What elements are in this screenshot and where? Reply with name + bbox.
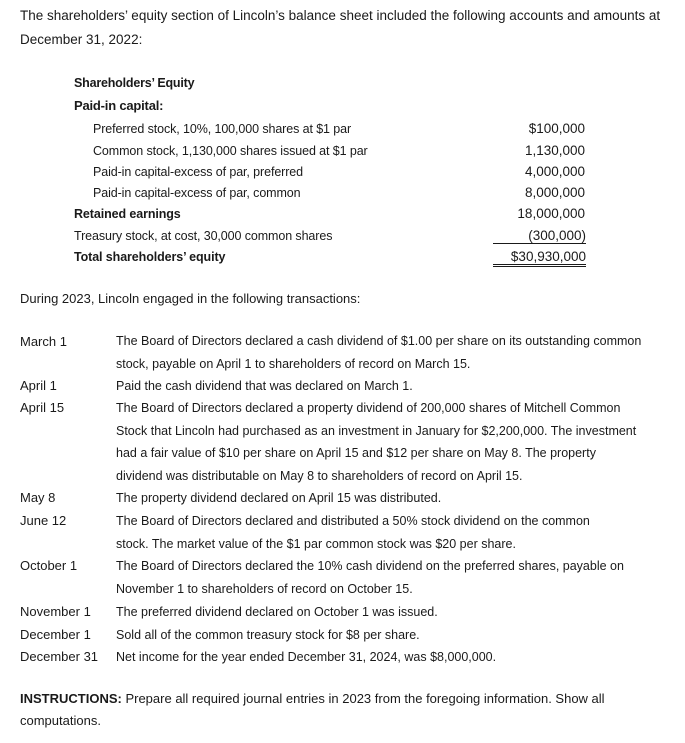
retained-earnings-label: Retained earnings [74,207,181,221]
transaction-description [116,487,646,510]
equity-row-amount: 1,130,000 [524,143,585,158]
transaction-line: stock. The market value of the $1 par common stock was $20 per share. [116,536,516,551]
transaction-line: had a fair value of $10 per share on April 15 and $12 per share on May 8. The property [116,446,596,460]
transactions-intro: During 2023, Lincoln engaged in the following transactions: [20,291,361,306]
transaction-line: November 1 to shareholders of record on October 15. [116,581,413,596]
total-underline [493,249,586,267]
instructions-label: INSTRUCTIONS: [20,691,122,706]
equity-row-label: Common stock, 1,130,000 shares issued at $1 par [93,144,368,158]
transaction-line: The preferred dividend declared on October 1 was issued. [116,605,438,619]
total-equity-amount: $30,930,000 [493,249,586,267]
transaction-date: December 31 [20,649,99,664]
transaction-line: dividend was distributable on May 8 to shareholders of record on April 15. [116,468,523,483]
instructions [20,688,670,732]
transaction-line: Sold all of the common treasury stock for $8 per share. [116,628,420,642]
retained-earnings-amount: 18,000,000 [517,206,585,221]
equity-row-label: Paid-in capital-excess of par, preferred [93,165,303,179]
equity-title: Shareholders’ Equity [74,76,195,90]
treasury-stock-amount: (300,000) [493,228,586,244]
transaction-description [116,646,646,669]
transaction-date: March 1 [20,334,67,349]
transaction-line: The Board of Directors declared and distributed a 50% stock dividend on the common [116,514,590,528]
equity-row-amount: 4,000,000 [524,164,585,179]
intro-line-1: The shareholders’ equity section of Lincoln’s balance sheet included the following accounts and amounts at [20,8,661,23]
transaction-date: December 1 [20,627,91,642]
transaction-description [116,330,646,375]
transaction-line: The Board of Directors declared a cash dividend of $1.00 per share on its outstanding common [116,334,642,348]
equity-row-label: Paid-in capital-excess of par, common [93,186,301,200]
instructions-text: Prepare all required journal entries in 2023 from the foregoing information. Show all computations. [20,691,605,728]
paid-in-heading: Paid-in capital: [74,98,164,113]
transaction-line: stock, payable on April 1 to shareholders of record on March 15. [116,356,471,371]
transaction-description [116,601,646,624]
treasury-underline [493,228,586,247]
intro-line-2: December 31, 2022: [20,32,143,47]
transaction-line: The Board of Directors declared a property dividend of 200,000 shares of Mitchell Common [116,401,621,415]
transaction-description [116,555,646,600]
transaction-line: The property dividend declared on April 15 was distributed. [116,491,442,505]
transaction-description [116,397,646,487]
treasury-stock-label: Treasury stock, at cost, 30,000 common shares [74,229,333,243]
equity-row-amount: $100,000 [528,121,585,136]
transaction-date: April 15 [20,400,65,415]
transaction-description [116,624,646,647]
transaction-date: April 1 [20,378,57,393]
transaction-date: June 12 [20,513,67,528]
transaction-date: May 8 [20,490,56,505]
total-equity-label: Total shareholders’ equity [74,250,226,264]
transaction-date: October 1 [20,558,78,573]
transaction-line: Paid the cash dividend that was declared on March 1. [116,379,413,393]
transaction-line: The Board of Directors declared the 10% cash dividend on the preferred shares, payable on [116,559,624,573]
transaction-line: Net income for the year ended December 31, 2024, was $8,000,000. [116,650,497,664]
equity-row-label: Preferred stock, 10%, 100,000 shares at $1 par [93,122,352,136]
transaction-description [116,375,646,398]
transaction-description [116,510,646,555]
transaction-date: November 1 [20,604,91,619]
transaction-line: Stock that Lincoln had purchased as an investment in January for $2,200,000. The investment [116,423,637,438]
equity-row-amount: 8,000,000 [524,185,585,200]
